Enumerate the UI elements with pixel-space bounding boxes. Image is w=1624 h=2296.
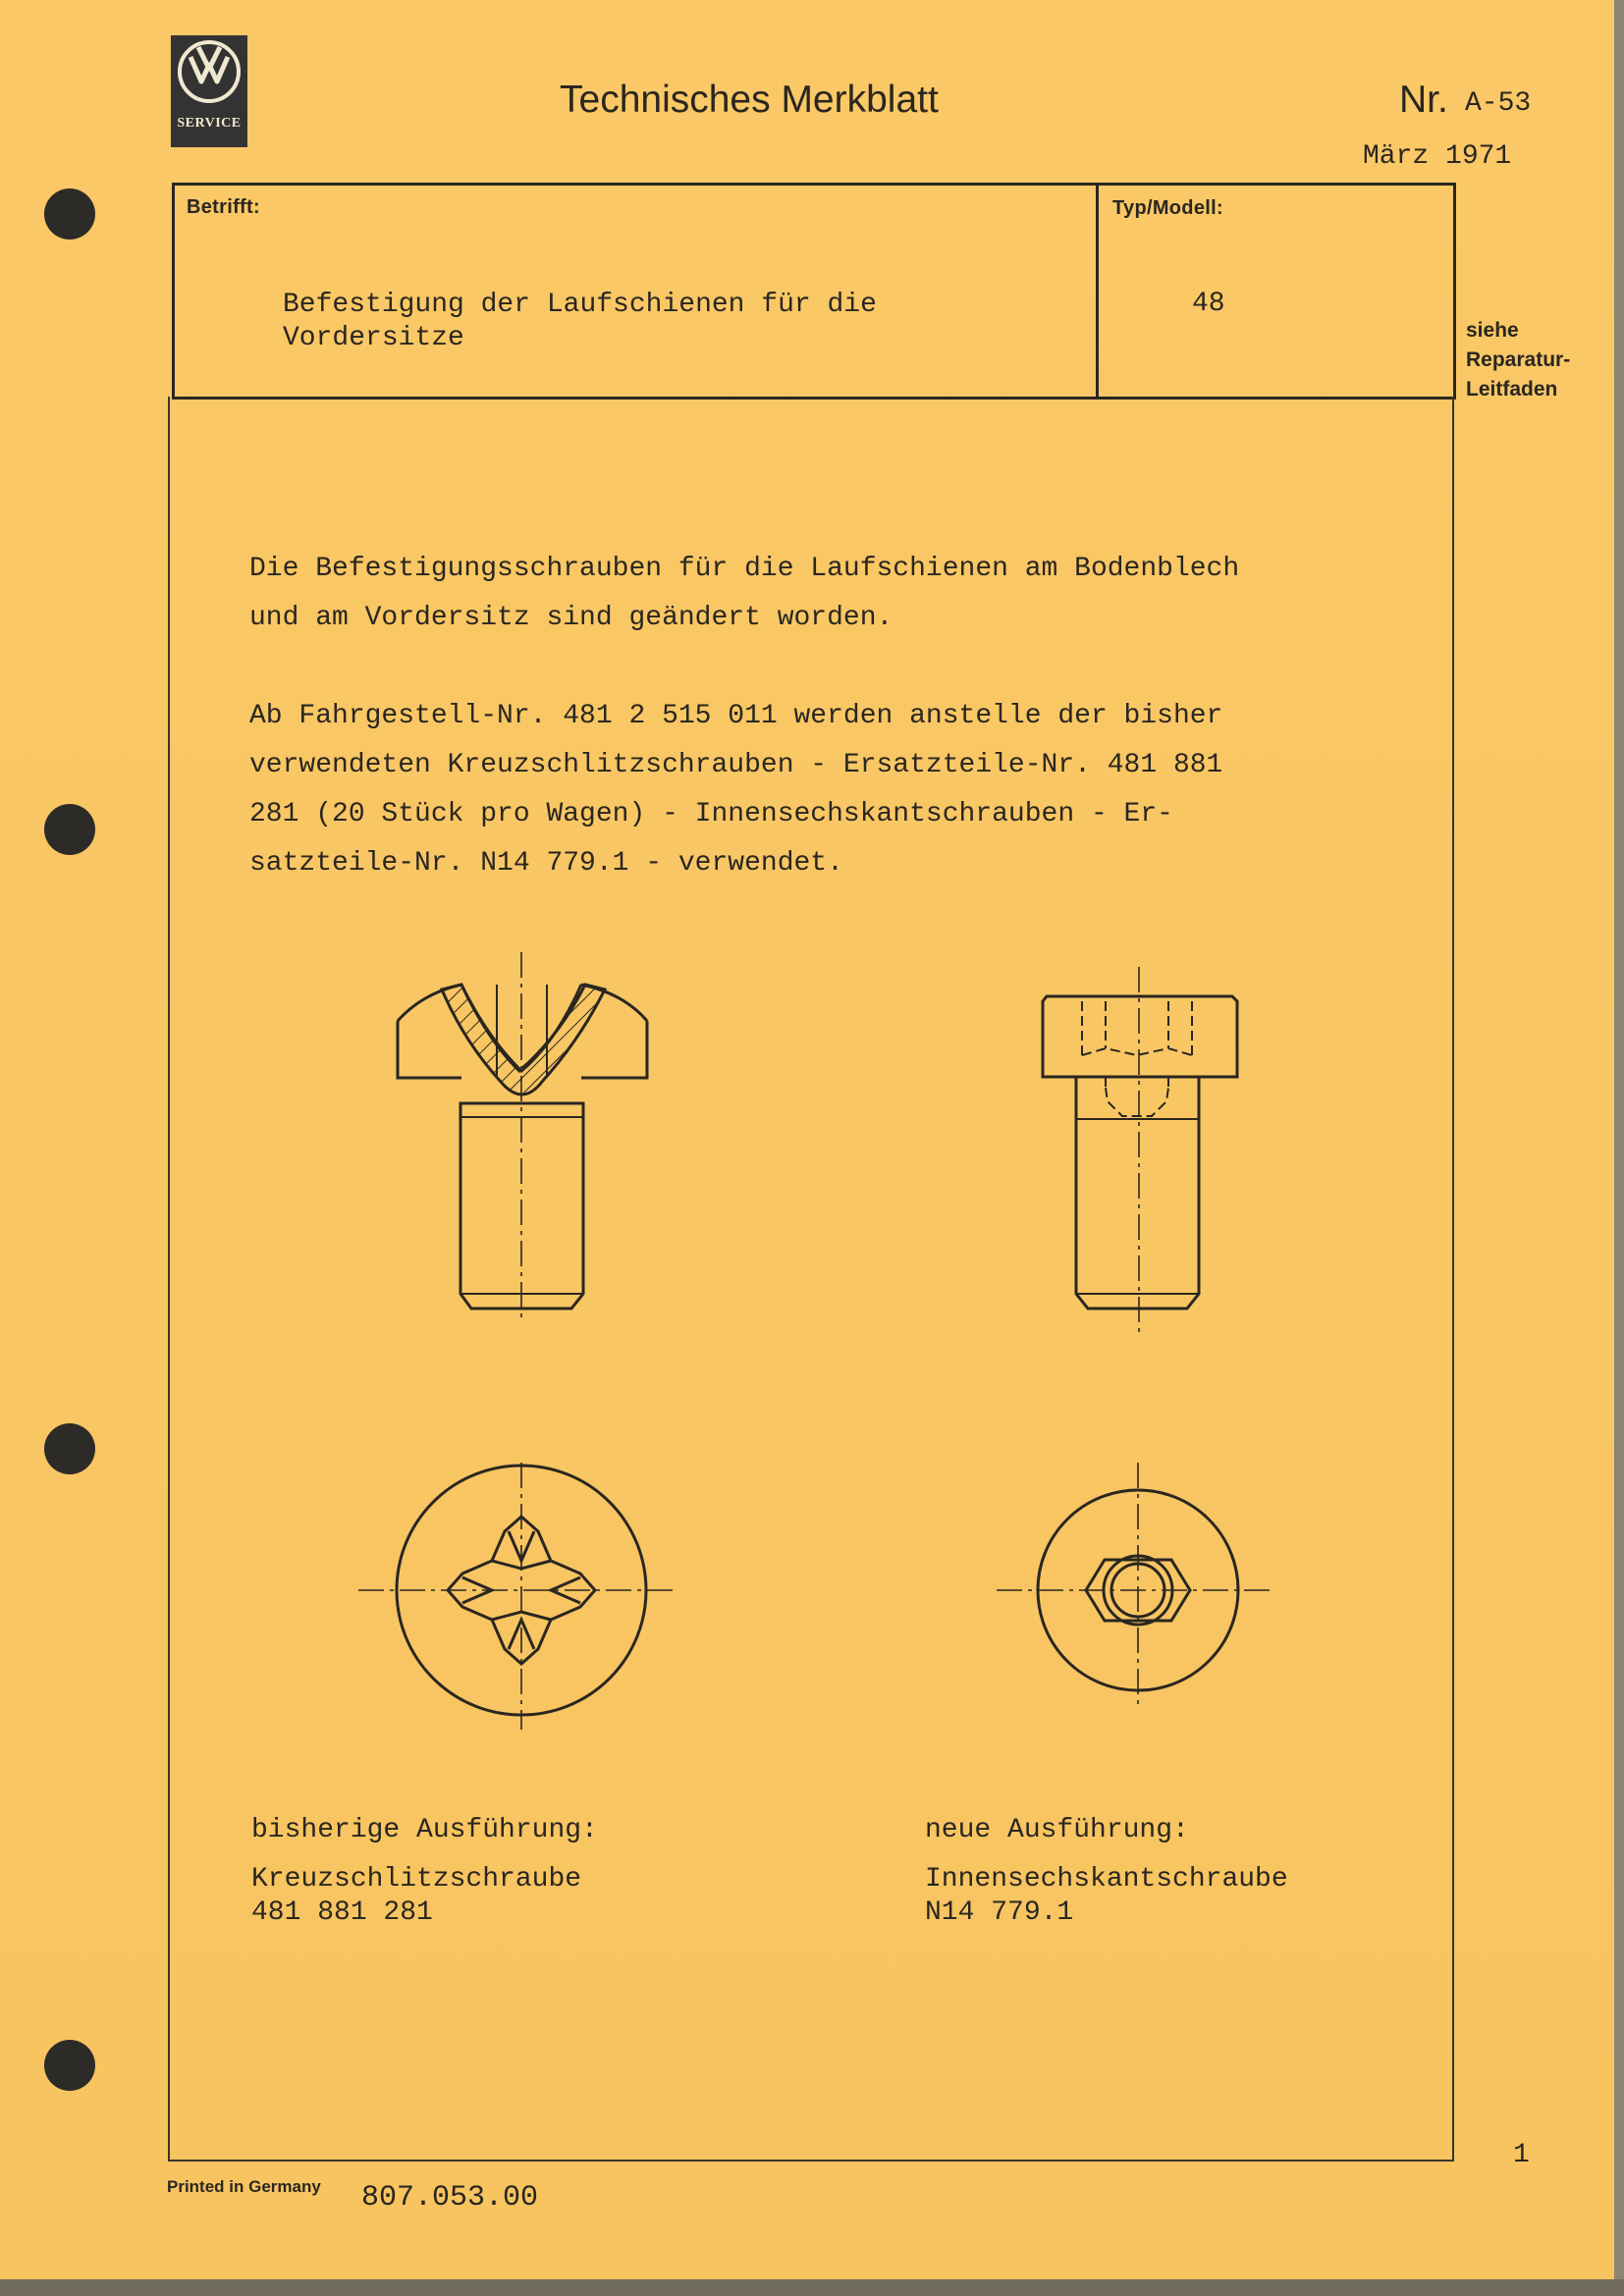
subject-line: Vordersitze <box>283 323 464 353</box>
new-version-caption <box>925 1814 1288 1930</box>
subject-line: Befestigung der Laufschienen für die <box>283 290 877 320</box>
paragraph-line: Ab Fahrgestell-Nr. 481 2 515 011 werden anstelle der bisher <box>249 701 1223 731</box>
paragraph-line: satzteile-Nr. N14 779.1 - verwendet. <box>249 848 843 879</box>
page-number: 1 <box>1513 2140 1530 2170</box>
type-value: 48 <box>1192 289 1225 319</box>
new-version-heading: neue Ausführung: <box>925 1815 1189 1845</box>
hex-socket-screw-side-view <box>1043 967 1237 1335</box>
hex-socket-screw-top-view <box>997 1463 1272 1708</box>
old-screw-number: 481 881 281 <box>251 1897 433 1928</box>
paragraph-line: verwendeten Kreuzschlitzschrauben - Ersatzteile-Nr. 481 881 <box>249 750 1223 780</box>
new-screw-name: Innensechskantschraube <box>925 1864 1288 1895</box>
side-note-line: Reparatur- <box>1466 348 1571 371</box>
new-screw-number: N14 779.1 <box>925 1897 1074 1928</box>
phillips-screw-side-view <box>398 952 647 1320</box>
type-label: Typ/Modell: <box>1112 197 1223 219</box>
subject-label: Betrifft: <box>187 196 260 218</box>
paragraph-line: und am Vordersitz sind geändert worden. <box>249 603 893 633</box>
paragraph-line: 281 (20 Stück pro Wagen) - Innensechskantschrauben - Er- <box>249 799 1173 829</box>
paragraph-line: Die Befestigungsschrauben für die Laufschienen am Bodenblech <box>249 554 1240 584</box>
phillips-screw-top-view <box>358 1463 673 1730</box>
print-number: 807.053.00 <box>361 2181 539 2215</box>
document-number: A-53 <box>1465 88 1532 119</box>
document-title: Technisches Merkblatt <box>560 79 939 121</box>
logo-service-text: SERVICE <box>177 116 242 131</box>
side-note-line: siehe <box>1466 319 1519 342</box>
old-version-caption <box>251 1814 598 1930</box>
number-label: Nr. <box>1399 79 1448 121</box>
old-version-heading: bisherige Ausführung: <box>251 1815 598 1845</box>
side-note-line: Leitfaden <box>1466 378 1558 400</box>
document-date: März 1971 <box>1363 141 1512 172</box>
printed-in-label: Printed in Germany <box>167 2177 321 2196</box>
old-screw-name: Kreuzschlitzschraube <box>251 1864 582 1895</box>
